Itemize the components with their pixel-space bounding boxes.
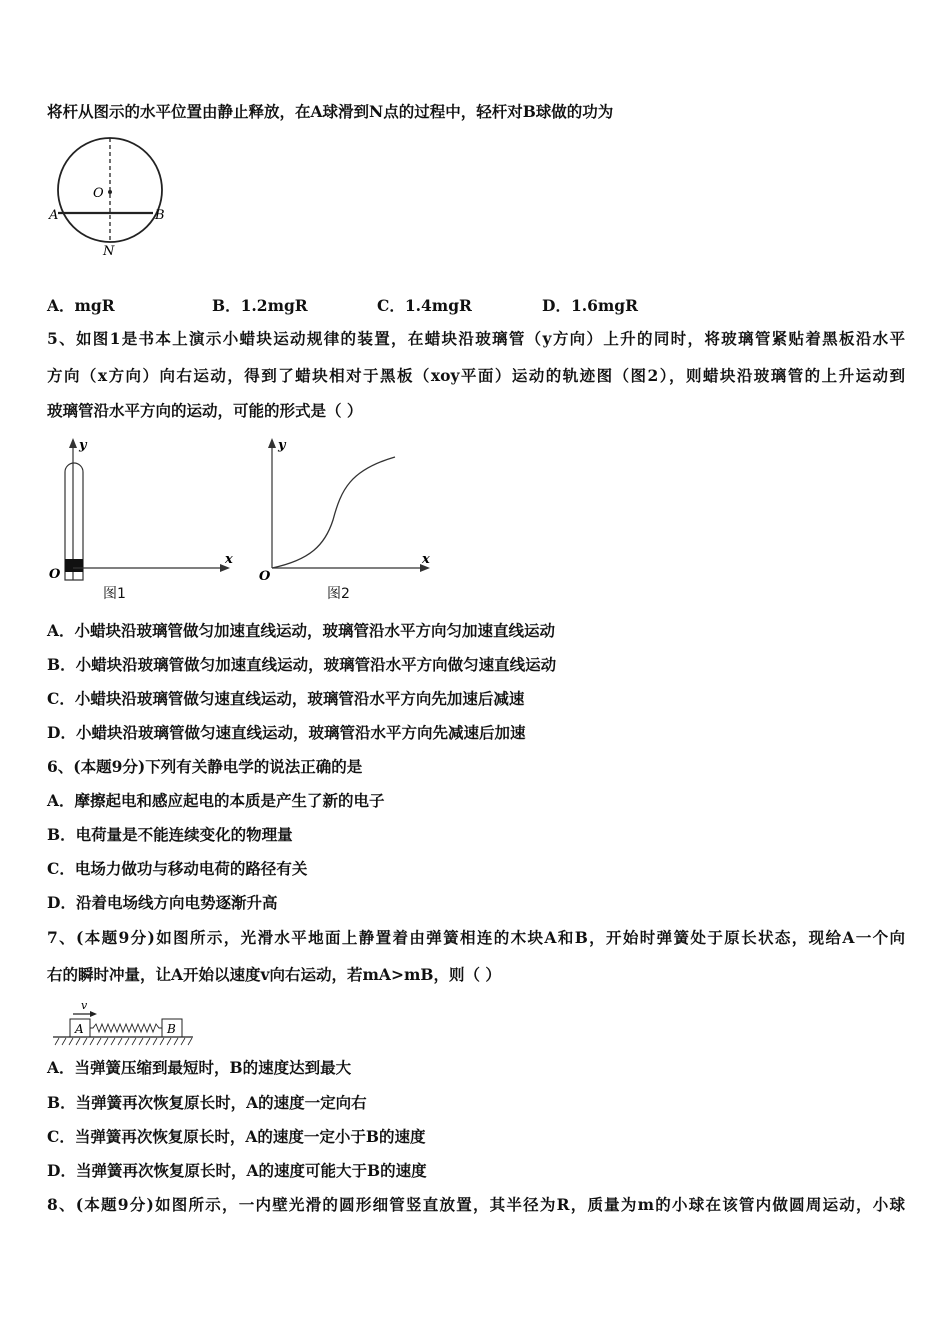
q4-option-c[interactable]: C．1.4mgR bbox=[377, 296, 472, 315]
svg-text:x: x bbox=[225, 552, 233, 567]
svg-text:O: O bbox=[259, 569, 271, 584]
q7-option-b[interactable]: B．当弹簧再次恢复原长时，A的速度一定向右 bbox=[47, 1093, 367, 1112]
svg-text:y: y bbox=[79, 438, 87, 453]
q5-stem-line-3: 玻璃管沿水平方向的运动，可能的形式是（ ） bbox=[47, 401, 363, 420]
q5-option-c[interactable]: C．小蜡块沿玻璃管做匀速直线运动，玻璃管沿水平方向先加速后减速 bbox=[47, 689, 525, 708]
q5-stem-line-1: 5、如图1是书本上演示小蜡块运动规律的装置，在蜡块沿玻璃管（y方向）上升的同时，将玻璃管紧贴着黑板沿水平 bbox=[47, 329, 905, 348]
svg-text:O: O bbox=[49, 567, 61, 582]
q7-spring-blocks-figure bbox=[45, 997, 195, 1049]
q8-stem-line-1: 8、(本题9分)如图所示，一内壁光滑的圆形细管竖直放置，其半径为R，质量为m的小球在该管内做圆周运动，小球 bbox=[47, 1195, 905, 1214]
q7-option-c[interactable]: C．当弹簧再次恢复原长时，A的速度一定小于B的速度 bbox=[47, 1127, 426, 1146]
svg-text:A: A bbox=[75, 1022, 84, 1036]
svg-text:B: B bbox=[167, 1022, 176, 1036]
q5-option-b[interactable]: B．小蜡块沿玻璃管做匀加速直线运动，玻璃管沿水平方向做匀速直线运动 bbox=[47, 655, 557, 674]
svg-text:A: A bbox=[49, 208, 59, 223]
q6-option-d[interactable]: D．沿着电场线方向电势逐渐升高 bbox=[47, 893, 278, 912]
q6-option-a[interactable]: A．摩擦起电和感应起电的本质是产生了新的电子 bbox=[47, 791, 385, 810]
q5-option-d[interactable]: D．小蜡块沿玻璃管做匀速直线运动，玻璃管沿水平方向先减速后加速 bbox=[47, 723, 526, 742]
q7-option-a[interactable]: A．当弹簧压缩到最短时，B的速度达到最大 bbox=[47, 1058, 352, 1077]
q4-stem: 将杆从图示的水平位置由静止释放，在A球滑到N点的过程中，轻杆对B球做的功为 bbox=[47, 102, 614, 121]
label-O: O bbox=[93, 186, 104, 201]
q4-circle-figure bbox=[45, 135, 175, 260]
q4-option-b[interactable]: B．1.2mgR bbox=[212, 296, 308, 315]
q7-stem-line-2: 右的瞬时冲量，让A开始以速度v向右运动，若mA>mB，则（ ） bbox=[47, 965, 501, 984]
svg-text:B: B bbox=[155, 208, 165, 223]
q6-option-b[interactable]: B．电荷量是不能连续变化的物理量 bbox=[47, 825, 293, 844]
q4-option-d[interactable]: D．1.6mgR bbox=[542, 296, 639, 315]
q5-option-a[interactable]: A．小蜡块沿玻璃管做匀加速直线运动，玻璃管沿水平方向匀加速直线运动 bbox=[47, 621, 556, 640]
svg-text:x: x bbox=[422, 552, 430, 567]
svg-text:N: N bbox=[103, 244, 115, 259]
fig2-caption: 图2 bbox=[327, 586, 350, 602]
svg-text:v: v bbox=[81, 999, 88, 1012]
q4-option-a[interactable]: A．mgR bbox=[47, 296, 115, 315]
q6-option-c[interactable]: C．电场力做功与移动电荷的路径有关 bbox=[47, 859, 308, 878]
svg-text:y: y bbox=[278, 438, 286, 453]
q5-stem-line-2: 方向（x方向）向右运动，得到了蜡块相对于黑板（xoy平面）运动的轨迹图（图2），则蜡块沿玻璃管的上升运动到 bbox=[47, 366, 905, 385]
q5-figure-2-trajectory bbox=[255, 435, 440, 585]
fig1-caption: 图1 bbox=[103, 586, 126, 602]
q7-option-d[interactable]: D．当弹簧再次恢复原长时，A的速度可能大于B的速度 bbox=[47, 1161, 427, 1180]
q5-figure-1-tube bbox=[45, 435, 240, 585]
q6-stem: 6、(本题9分)下列有关静电学的说法正确的是 bbox=[47, 757, 363, 776]
q7-stem-line-1: 7、(本题9分)如图所示，光滑水平地面上静置着由弹簧相连的木块A和B，开始时弹簧处于原长状态，现给A一个向 bbox=[47, 928, 905, 947]
